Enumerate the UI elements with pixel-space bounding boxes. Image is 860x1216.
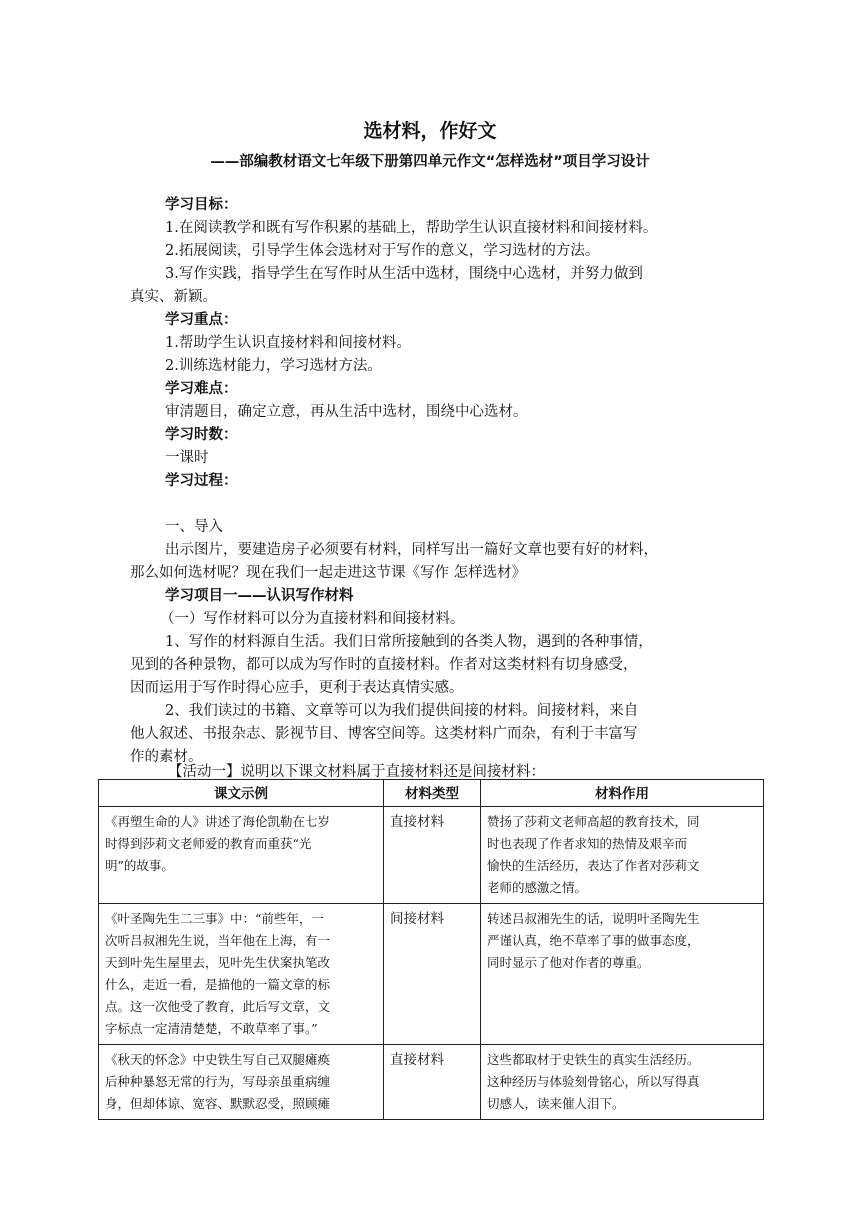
cell-line: 《再塑生命的人》讲述了海伦凯勒在七岁	[105, 814, 331, 829]
cell-line: 赞扬了莎莉文老师高超的教育技术，同	[487, 814, 700, 829]
activity-one-label: 【活动一】说明以下课文材料属于直接材料还是间接材料：	[168, 764, 545, 780]
header-type: 材料类型	[384, 780, 481, 807]
project1-p2-line-1: 2、我们读过的书籍、文章等可以为我们提供间接的材料。间接材料，来自	[165, 703, 639, 719]
header-effect: 材料作用	[481, 780, 764, 807]
cell-line: 《秋天的怀念》中史铁生写自己双腿瘫痪	[105, 1052, 331, 1067]
intro-line-1: 出示图片，要建造房子必须要有材料，同样写出一篇好文章也要有好的材料，	[165, 542, 658, 558]
difficulties-text: 审清题目，确定立意，再从生活中选材，围绕中心选材。	[165, 404, 528, 420]
objective-item-1: 1.在阅读教学和既有写作积累的基础上，帮助学生认识直接材料和间接材料。	[165, 220, 658, 236]
cell-type: 直接材料	[384, 807, 481, 904]
cell-line: 时也表现了作者求知的热情及艰辛而	[487, 836, 688, 851]
cell-example	[99, 1045, 384, 1120]
objective-item-3: 3.写作实践，指导学生在写作时从生活中选材，围绕中心选材，并努力做到	[165, 266, 643, 282]
project1-heading: 学习项目一——认识写作材料	[165, 588, 354, 604]
document-title: 选材料，作好文	[363, 120, 497, 142]
cell-type: 间接材料	[384, 904, 481, 1045]
cell-line: 天到叶先生屋里去，见叶先生伏案执笔改	[105, 955, 331, 970]
table-row	[99, 807, 764, 904]
table-header-row	[99, 780, 764, 807]
header-example: 课文示例	[99, 780, 384, 807]
cell-example	[99, 904, 384, 1045]
project1-p1-line-2: 见到的各种景物，都可以成为写作时的直接材料。作者对这类材料有切身感受，	[130, 657, 638, 673]
cell-line: 愉快的生活经历，表达了作者对莎莉文	[487, 858, 700, 873]
project1-p1-line-1: 1、写作的材料源自生活。我们日常所接触到的各类人物，遇到的各种事情，	[165, 634, 653, 650]
materials-table	[98, 779, 764, 1120]
cell-type: 直接材料	[384, 1045, 481, 1120]
cell-line: 这些都取材于史铁生的真实生活经历。	[487, 1052, 700, 1067]
difficulties-heading: 学习难点：	[165, 381, 238, 397]
cell-line: 转述吕叔湘先生的话，说明叶圣陶先生	[487, 911, 700, 926]
document-subtitle: ——部编教材语文七年级下册第四单元作文“怎样选材”项目学习设计	[210, 154, 650, 170]
objective-item-3-cont: 真实、新颖。	[130, 289, 217, 305]
cell-effect	[481, 807, 764, 904]
table-row	[99, 1045, 764, 1120]
cell-line: 后种种暴怒无常的行为，写母亲虽重病缠	[105, 1074, 331, 1089]
cell-line: 时得到莎莉文老师爱的教育而重获“光	[105, 836, 312, 851]
project1-p2-line-3: 作的素材。	[130, 749, 203, 765]
intro-heading: 一、导入	[165, 519, 223, 535]
cell-line: 《叶圣陶先生二三事》中：“前些年，一	[105, 911, 324, 926]
cell-effect	[481, 904, 764, 1045]
cell-effect	[481, 1045, 764, 1120]
key-point-1: 1.帮助学生认识直接材料和间接材料。	[165, 335, 411, 351]
cell-line: 明”的故事。	[105, 858, 174, 873]
cell-line: 同时显示了他对作者的尊重。	[487, 955, 650, 970]
cell-line: 点。这一次他受了教育，此后写文章，文	[105, 999, 331, 1014]
intro-line-2: 那么如何选材呢？现在我们一起走进这节课《写作 怎样选材》	[130, 565, 527, 581]
project1-p2-line-2: 他人叙述、书报杂志、影视节目、博客空间等。这类材料广而杂，有利于丰富写	[130, 726, 638, 742]
project1-subheading: （一）写作材料可以分为直接材料和间接材料。	[160, 611, 465, 627]
cell-line: 老师的感激之情。	[487, 880, 588, 895]
cell-line: 什么，走近一看，是描他的一篇文章的标	[105, 977, 331, 992]
duration-heading: 学习时数：	[165, 427, 238, 443]
cell-line: 切感人，读来催人泪下。	[487, 1096, 625, 1111]
objectives-heading: 学习目标：	[165, 197, 238, 213]
objective-item-2: 2.拓展阅读，引导学生体会选材对于写作的意义，学习选材的方法。	[165, 243, 600, 259]
cell-line: 字标点一定清清楚楚，不敢草率了事。”	[105, 1021, 318, 1036]
cell-example	[99, 807, 384, 904]
cell-line: 次听吕叔湘先生说，当年他在上海，有一	[105, 933, 331, 948]
key-points-heading: 学习重点：	[165, 312, 238, 328]
table-row	[99, 904, 764, 1045]
cell-line: 严谨认真，绝不草率了事的做事态度，	[487, 933, 700, 948]
cell-line: 身，但却体谅、宽容、默默忍受，照顾瘫	[105, 1096, 331, 1111]
cell-line: 这种经历与体验刻骨铭心，所以写得真	[487, 1074, 700, 1089]
key-point-2: 2.训练选材能力，学习选材方法。	[165, 358, 382, 374]
duration-text: 一课时	[165, 450, 209, 466]
project1-p1-line-3: 因而运用于写作时得心应手，更利于表达真情实感。	[130, 680, 464, 696]
process-heading: 学习过程：	[165, 473, 238, 489]
